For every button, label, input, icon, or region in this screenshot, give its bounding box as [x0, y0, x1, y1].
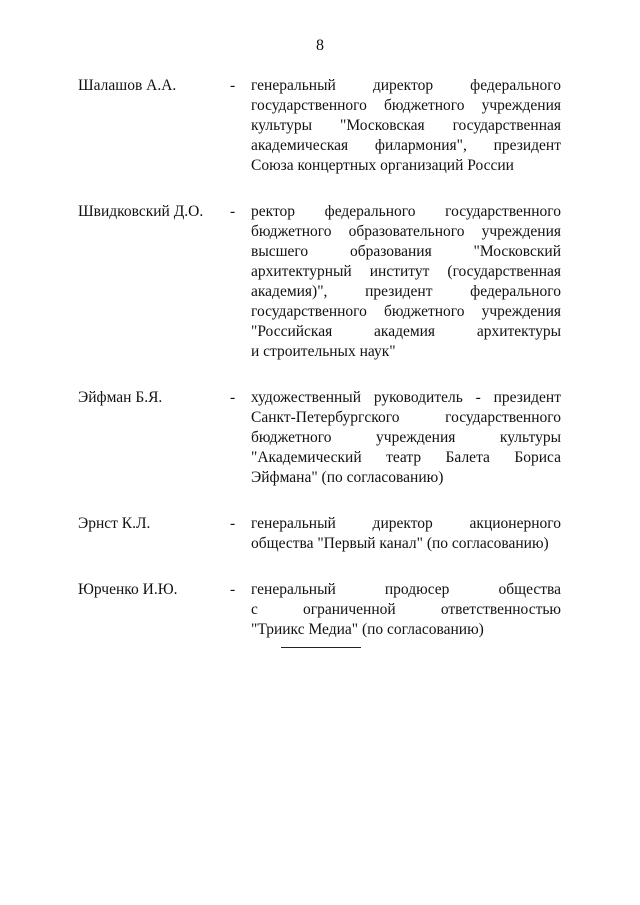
- description-line: бюджетного учреждения культуры: [251, 429, 561, 446]
- description-line: "Российская академия архитектуры: [251, 323, 561, 340]
- member-entry-shvidkovsky: [78, 202, 562, 362]
- member-entry-eifman: [78, 388, 562, 488]
- description-line: генеральный продюсер общества: [251, 581, 561, 598]
- member-name: Швидковский Д.О.: [78, 203, 204, 220]
- description-line: Союза концертных организаций России: [251, 157, 514, 174]
- member-entry-yurchenko: [78, 580, 562, 640]
- description-line: и строительных наук": [251, 343, 396, 360]
- entry-dash: -: [230, 389, 236, 406]
- description-line: культуры "Московская государственная: [251, 117, 561, 134]
- description-line: ректор федерального государственного: [251, 203, 561, 220]
- description-line: академическая филармония", президент: [251, 137, 561, 154]
- entry-dash: -: [230, 581, 236, 598]
- description-line: "Триикс Медиа" (по согласованию): [251, 621, 484, 638]
- description-line: "Академический театр Балета Бориса: [251, 449, 561, 466]
- member-list: [78, 76, 562, 640]
- member-description: [251, 76, 561, 176]
- description-line: государственного бюджетного учреждения: [251, 97, 561, 114]
- member-description: [251, 580, 561, 640]
- description-line: генеральный директор акционерного: [251, 515, 561, 532]
- description-line: художественный руководитель - президент: [251, 389, 561, 406]
- description-line: государственного бюджетного учреждения: [251, 303, 561, 320]
- description-line: высшего образования "Московский: [251, 243, 561, 260]
- end-rule: [281, 647, 361, 648]
- member-description: [251, 202, 561, 362]
- description-line: общества "Первый канал" (по согласованию): [251, 535, 549, 552]
- member-name: Эрнст К.Л.: [78, 515, 151, 532]
- page-number: 8: [316, 37, 324, 54]
- description-line: с ограниченной ответственностью: [251, 601, 561, 618]
- description-line: Эйфмана" (по согласованию): [251, 469, 444, 486]
- member-name: Шалашов А.А.: [78, 77, 177, 94]
- member-entry-shalashov: [78, 76, 562, 176]
- description-line: академия)", президент федерального: [251, 283, 561, 300]
- description-line: бюджетного образовательного учреждения: [251, 223, 561, 240]
- member-entry-ernst: [78, 514, 562, 554]
- description-line: Санкт-Петербургского государственного: [251, 409, 561, 426]
- member-description: [251, 514, 561, 554]
- entry-dash: -: [230, 77, 236, 94]
- member-name: Эйфман Б.Я.: [78, 389, 163, 406]
- description-line: генеральный директор федерального: [251, 77, 561, 94]
- member-name: Юрченко И.Ю.: [78, 581, 178, 598]
- entry-dash: -: [230, 203, 236, 220]
- entry-dash: -: [230, 515, 236, 532]
- member-description: [251, 388, 561, 488]
- description-line: архитектурный институт (государственная: [251, 263, 561, 280]
